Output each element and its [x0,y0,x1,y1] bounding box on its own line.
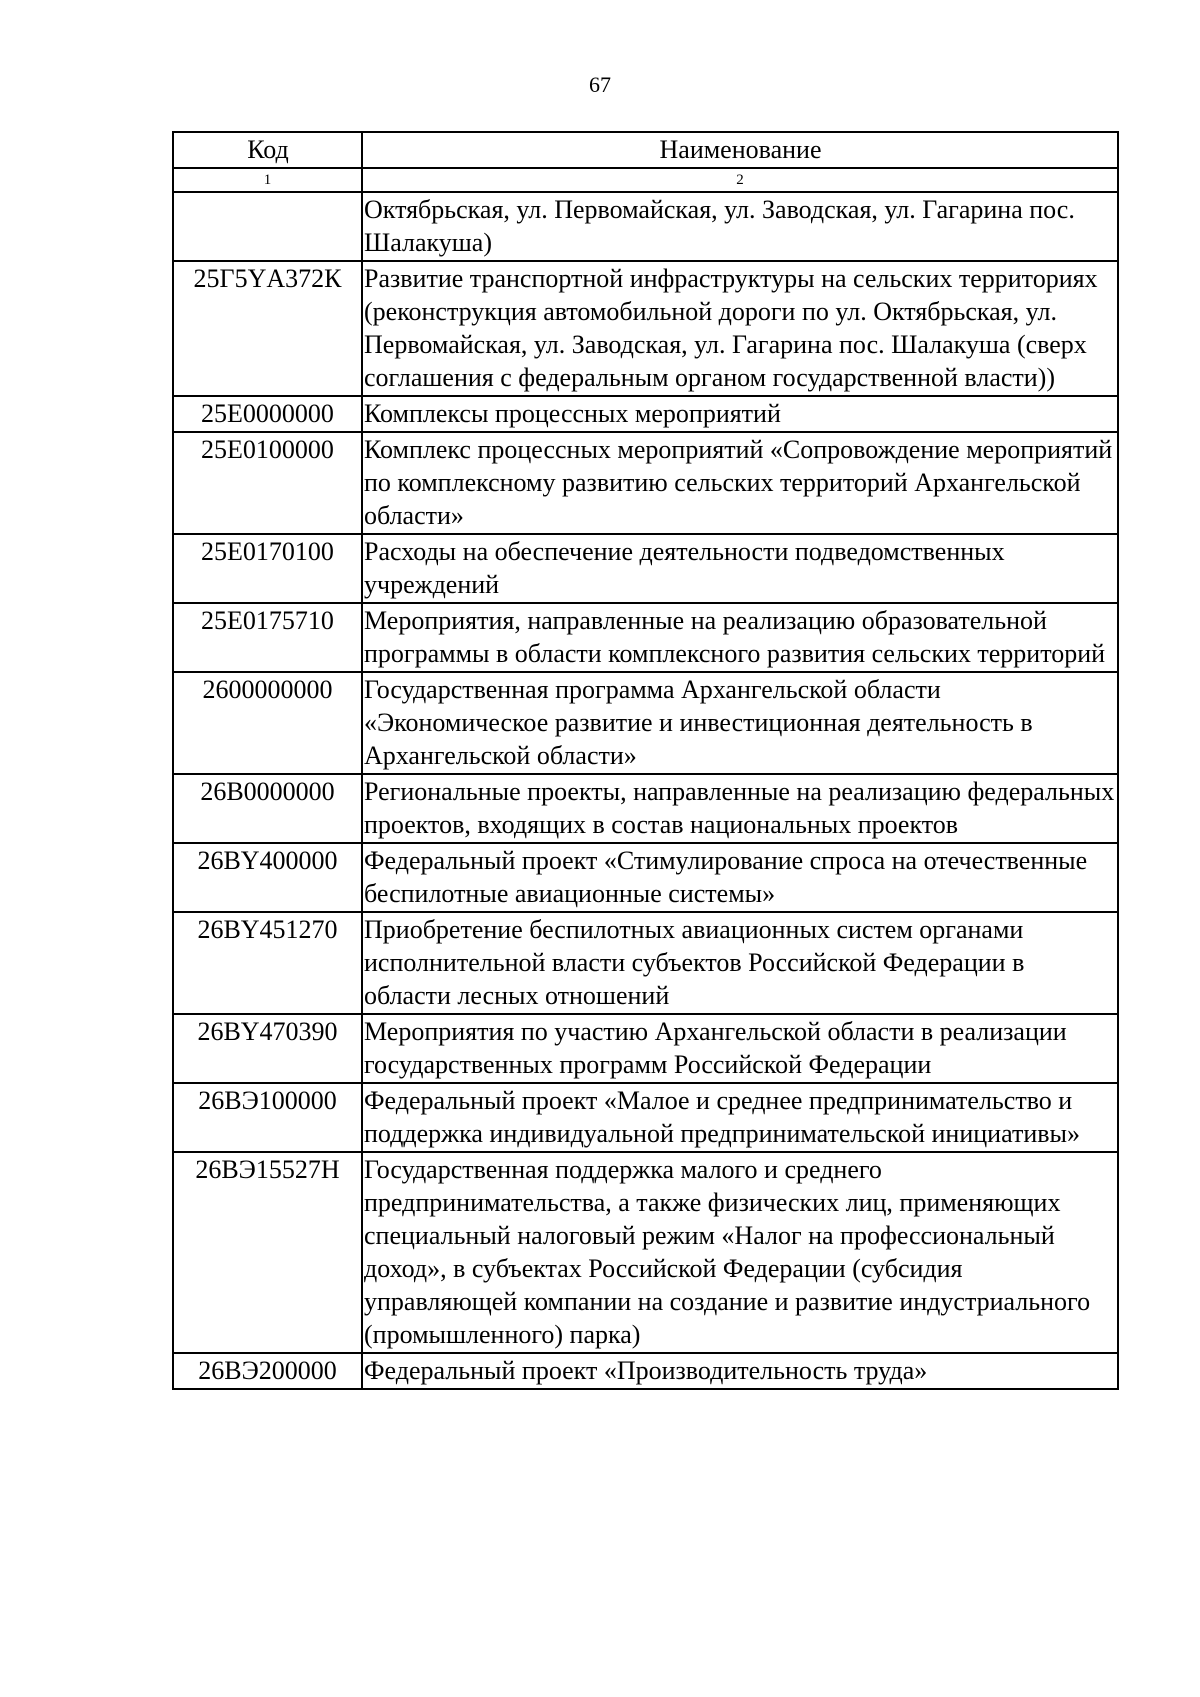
row-name: Государственная поддержка малого и среднего предпринимательства, а также физических лиц, применяющих специальный налоговый режим «Налог на профессиональный доход», в субъектах Российской Федерации (субсидия управляющей компании на создание и развитие индустриального (промышленного) парка) [362,1152,1118,1353]
row-code: 26ВЭ15527Н [173,1152,362,1353]
row-name: Федеральный проект «Производительность труда» [362,1353,1118,1389]
header-code: Код [173,132,362,168]
row-name: Мероприятия по участию Архангельской области в реализации государственных программ Российской Федерации [362,1014,1118,1083]
table-row [173,432,1118,534]
table-row [173,534,1118,603]
table-row [173,672,1118,774]
table-row [173,396,1118,432]
row-code: 26ВЭ200000 [173,1353,362,1389]
table-row [173,192,1118,261]
row-code: 25Г5YА372К [173,261,362,396]
row-code: 2600000000 [173,672,362,774]
row-code: 25Е0100000 [173,432,362,534]
row-name: Приобретение беспилотных авиационных систем органами исполнительной власти субъектов Российской Федерации в области лесных отношений [362,912,1118,1014]
row-code: 26ВY400000 [173,843,362,912]
row-name: Октябрьская, ул. Первомайская, ул. Заводская, ул. Гагарина пос. Шалакуша) [362,192,1118,261]
row-name: Федеральный проект «Стимулирование спроса на отечественные беспилотные авиационные системы» [362,843,1118,912]
table-row [173,1014,1118,1083]
row-code: 26ВY470390 [173,1014,362,1083]
table-row [173,1152,1118,1353]
table-row [173,261,1118,396]
row-code: 26ВY451270 [173,912,362,1014]
table-row [173,603,1118,672]
table-row [173,912,1118,1014]
header-name: Наименование [362,132,1118,168]
row-code: 26В0000000 [173,774,362,843]
row-name: Мероприятия, направленные на реализацию образовательной программы в области комплексного развития сельских территорий [362,603,1118,672]
table-row [173,1083,1118,1152]
column-number-code: 1 [173,168,362,192]
row-name: Комплексы процессных мероприятий [362,396,1118,432]
table-row [173,774,1118,843]
table-row [173,1353,1118,1389]
table-row [173,843,1118,912]
row-name: Государственная программа Архангельской области «Экономическое развитие и инвестиционная деятельность в Архангельской области» [362,672,1118,774]
column-number-row [173,168,1118,192]
page-number: 67 [589,72,611,97]
row-code: 25Е0170100 [173,534,362,603]
row-code: 25Е0000000 [173,396,362,432]
row-name: Расходы на обеспечение деятельности подведомственных учреждений [362,534,1118,603]
row-code: 25Е0175710 [173,603,362,672]
row-code [173,192,362,261]
row-name: Федеральный проект «Малое и среднее предпринимательство и поддержка индивидуальной предпринимательской инициативы» [362,1083,1118,1152]
column-number-name: 2 [362,168,1118,192]
table-header-row [173,132,1118,168]
row-name: Региональные проекты, направленные на реализацию федеральных проектов, входящих в состав национальных проектов [362,774,1118,843]
row-name: Развитие транспортной инфраструктуры на сельских территориях (реконструкция автомобильной дороги по ул. Октябрьская, ул. Первомайская, ул. Заводская, ул. Гагарина пос. Шалакуша (сверх соглашения с федеральным органом государственной власти)) [362,261,1118,396]
row-name: Комплекс процессных мероприятий «Сопровождение мероприятий по комплексному развитию сельских территорий Архангельской области» [362,432,1118,534]
budget-code-table [172,131,1119,1390]
row-code: 26ВЭ100000 [173,1083,362,1152]
